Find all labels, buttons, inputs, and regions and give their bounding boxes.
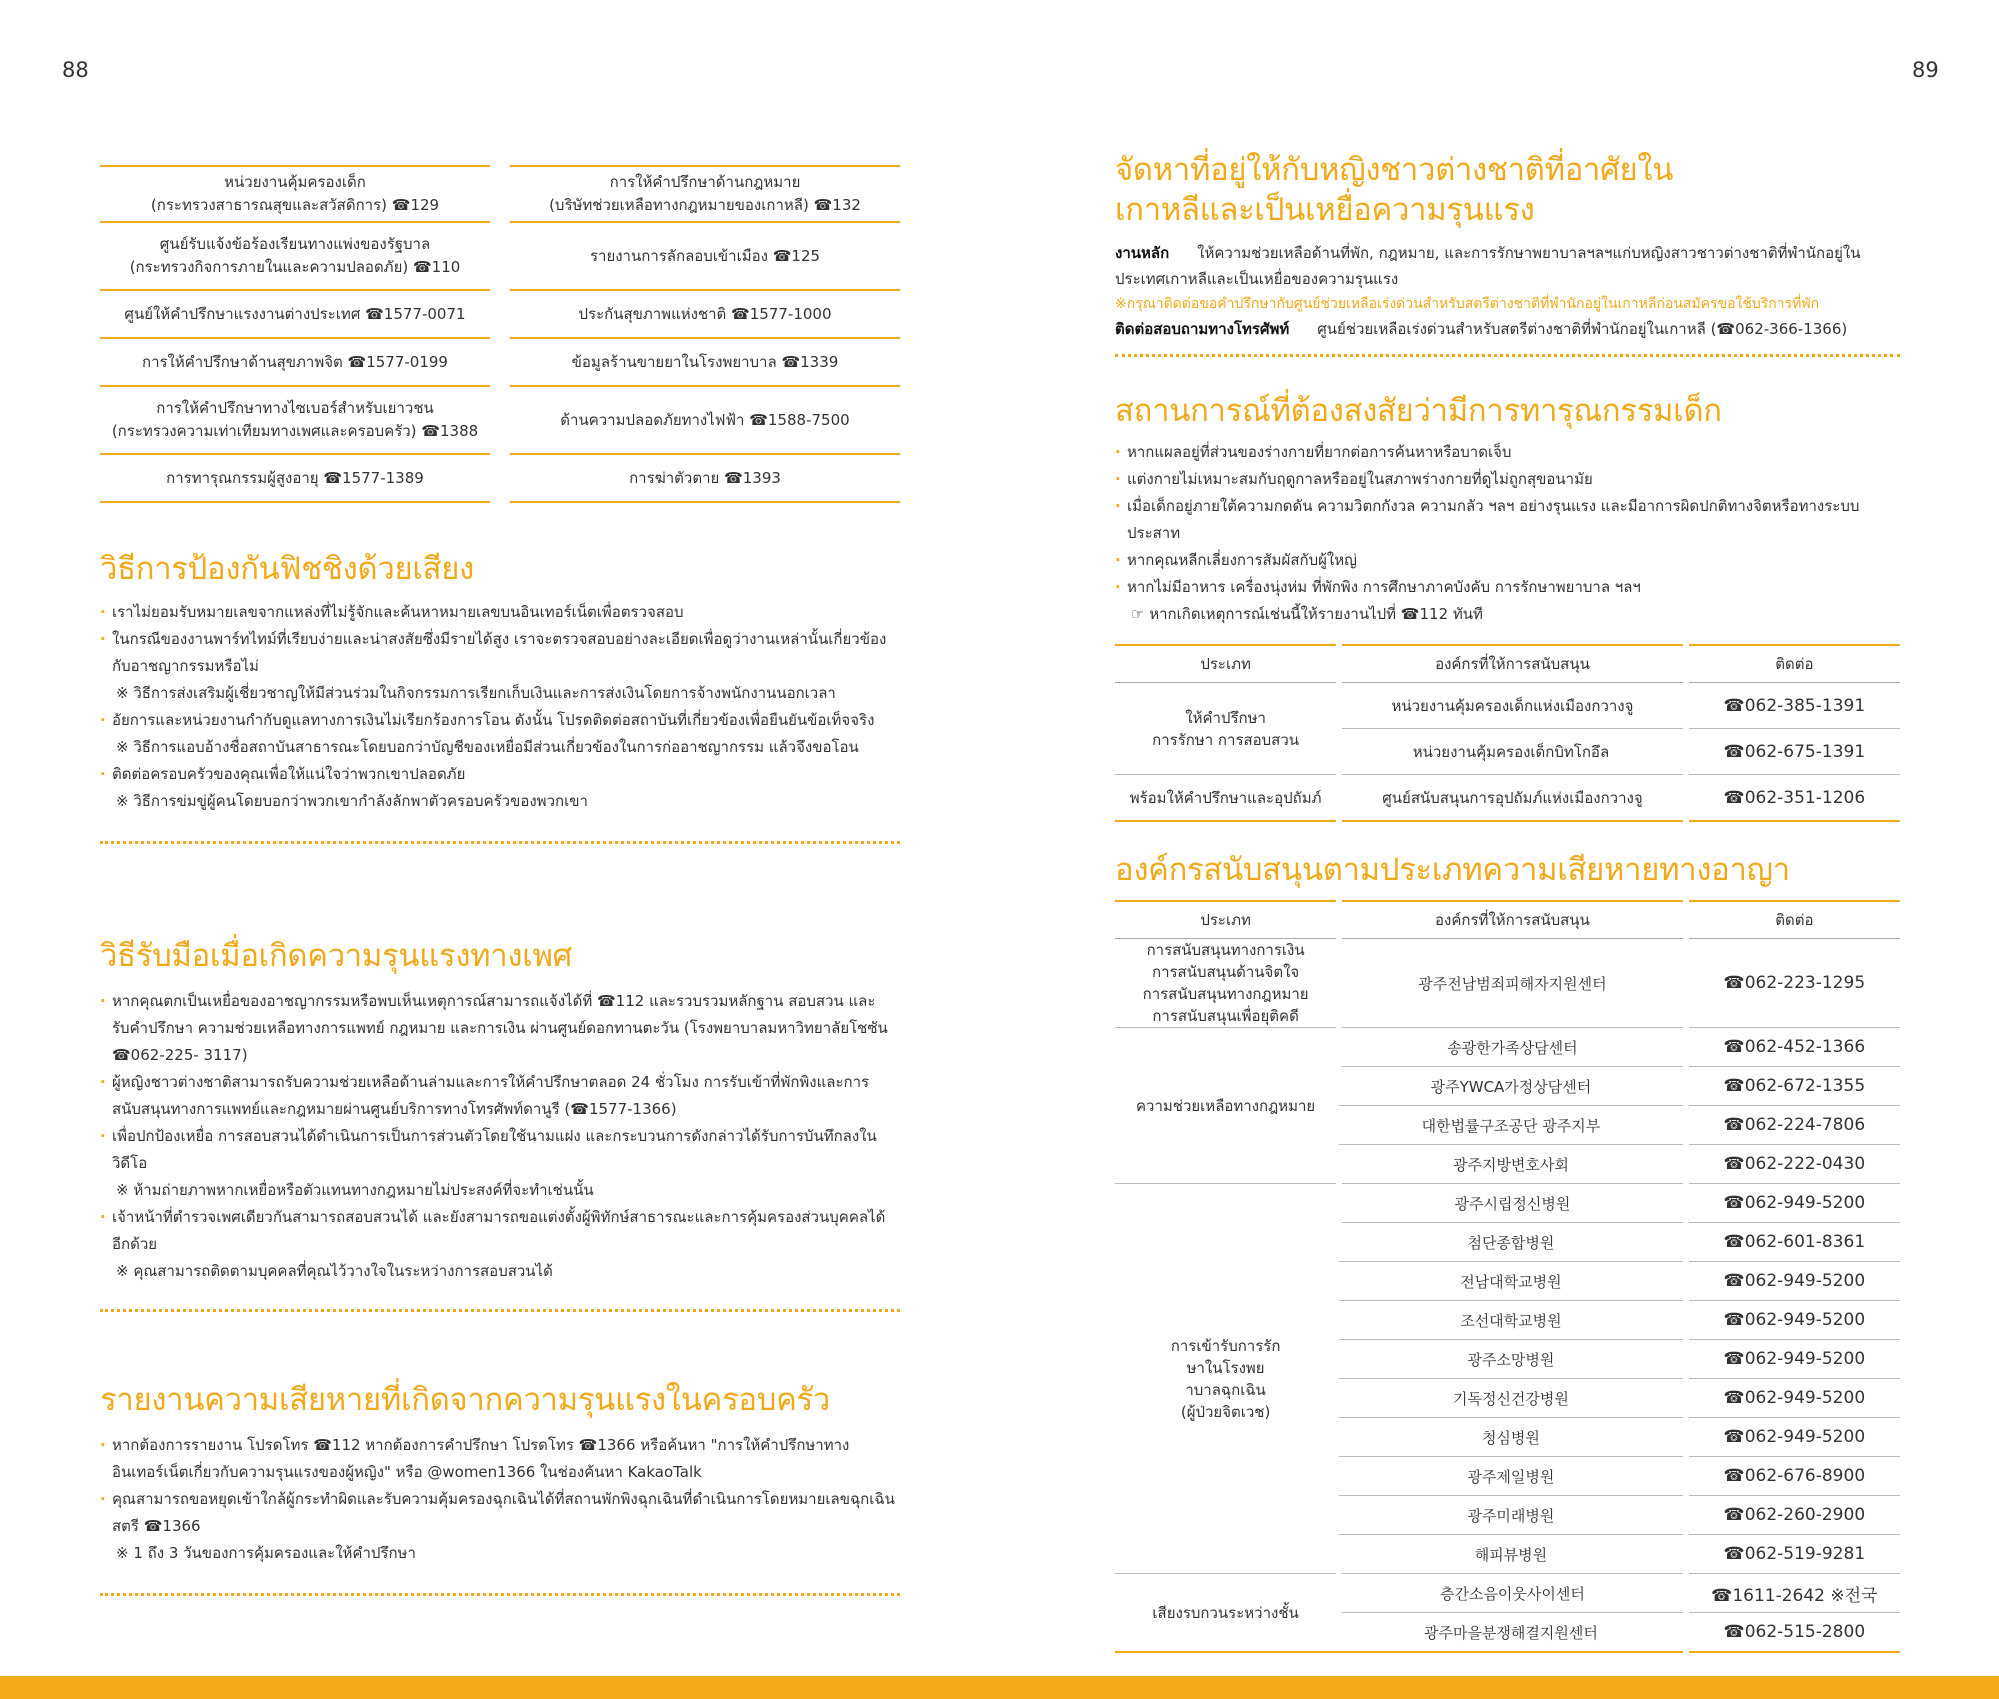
hotline-cell: ศูนย์รับแจ้งข้อร้องเรียนทางแพ่งของรัฐบาล (กระทรวงกิจการภายในและความปลอดภัย) ☎110 xyxy=(100,221,490,289)
list-item: · อัยการและหน่วยงานกำกับดูแลทางการเงินไม่เรียกร้องการโอน ดังนั้น โปรดติดต่อสถาบันที่เกี่ยวข้องเพื่อยืนยันข้อเท็จจริง xyxy=(100,707,900,734)
type-cell: เสียงรบกวนระหว่างชั้น xyxy=(1115,1574,1339,1653)
phone-cell: ☎062-222-0430 xyxy=(1686,1145,1900,1184)
organization-cell: 대한법률구조공단 광주지부 xyxy=(1339,1106,1685,1145)
table-row xyxy=(1115,683,1900,729)
housing-section-title: จัดหาที่อยู่ให้กับหญิงชาวต่างชาติที่อาศัยในเกาหลีและเป็นเหยื่อความรุนแรง xyxy=(1115,152,1674,228)
organization-cell: 광주마을분쟁해결지원센터 xyxy=(1339,1613,1685,1653)
type-cell: ให้คำปรึกษา การรักษา การสอบสวน xyxy=(1115,683,1339,775)
list-item: · ในกรณีของงานพาร์ทไทม์ที่เรียบง่ายและน่าสงสัยซึ่งมีรายได้สูง เราจะตรวจสอบอย่างละเอียดเพื่อดูว่างานเหล่านั้นเกี่ยวข้องกับอาชญากรรมหรือไม่ xyxy=(100,626,900,680)
hotline-cell: การให้คำปรึกษาทางไซเบอร์สำหรับเยาวชน (กระทรวงความเท่าเทียมทางเพศและครอบครัว) ☎1388 xyxy=(100,385,490,453)
phone-cell: ☎1611-2642 ※전국 xyxy=(1686,1574,1900,1613)
bottom-accent-bar xyxy=(0,1676,1999,1699)
type-cell: การเข้ารับการรัก ษาในโรงพย าบาลฉุกเฉิน (ผู้ป่วยจิตเวช) xyxy=(1115,1184,1339,1574)
phone-cell: ☎062-351-1206 xyxy=(1686,775,1900,822)
phone-cell: ☎062-672-1355 xyxy=(1686,1067,1900,1106)
contact-label: ติดต่อสอบถามทางโทรศัพท์ xyxy=(1115,320,1290,338)
hotline-cell: การให้คำปรึกษาด้านสุขภาพจิต ☎1577-0199 xyxy=(100,337,490,385)
page-number-left: 88 xyxy=(62,58,89,82)
organization-cell: หน่วยงานคุ้มครองเด็กบิทโกอึล xyxy=(1339,729,1686,775)
phone-cell: ☎062-515-2800 xyxy=(1686,1613,1900,1653)
organization-cell: 조선대학교병원 xyxy=(1339,1301,1685,1340)
domestic-violence-section-title: รายงานความเสียหายที่เกิดจากความรุนแรงในครอบครัว xyxy=(100,1382,831,1418)
main-service-text: ให้ความช่วยเหลือด้านที่พัก, กฎหมาย, และการรักษาพยาบาลฯลฯแก่บหญิงสาวชาวต่างชาติที่พำนักอยู่ในประเทศเกาหลีและเป็นเหยื่อของความรุนแรง xyxy=(1115,244,1861,288)
list-item: · คุณสามารถขอหยุดเข้าใกล้ผู้กระทำผิดและรับความคุ้มครองฉุกเฉินได้ที่สถานพักพิงฉุกเฉินที่ดำเนินการโดยหมายเลขฉุกเฉินสตรี ☎1366 xyxy=(100,1486,900,1540)
table-row xyxy=(1115,939,1900,1028)
list-item: · หากแผลอยู่ที่ส่วนของร่างกายที่ยากต่อการค้นหาหรือบาดเจ็บ xyxy=(1115,439,1900,466)
list-item: · หากไม่มีอาหาร เครื่องนุ่งห่ม ที่พักพิง การศึกษาภาคบังคับ การรักษาพยาบาล ฯลฯ xyxy=(1115,574,1900,601)
phone-cell: ☎062-949-5200 xyxy=(1686,1184,1900,1223)
phone-cell: ☎062-676-8900 xyxy=(1686,1457,1900,1496)
phone-cell: ☎062-223-1295 xyxy=(1686,939,1900,1028)
table-header: ประเภท xyxy=(1115,901,1339,939)
table-header-row xyxy=(1115,645,1900,683)
section-divider xyxy=(100,1593,900,1596)
organization-cell: 광주시립정신병원 xyxy=(1339,1184,1685,1223)
phone-cell: ☎062-385-1391 xyxy=(1686,683,1900,729)
phishing-tips-list xyxy=(100,599,900,815)
organization-cell: ศูนย์สนับสนุนการอุปถัมภ์แห่งเมืองกวางจู xyxy=(1339,775,1686,822)
list-item: · ผู้หญิงชาวต่างชาติสามารถรับความช่วยเหลือด้านล่ามและการให้คำปรึกษาตลอด 24 ชั่วโมง การรับเข้าที่พักพิงและการสนับสนุนทางการแพทย์และกฎหมายผ่านศูนย์บริการทางโทรศัพท์ดานูรี (☎1577-1366) xyxy=(100,1069,900,1123)
table-header: ติดต่อ xyxy=(1686,645,1900,683)
type-cell: ความช่วยเหลือทางกฎหมาย xyxy=(1115,1028,1339,1184)
organization-cell: 광주지방변호사회 xyxy=(1339,1145,1685,1184)
child-abuse-support-table xyxy=(1115,644,1900,822)
right-page xyxy=(1115,150,1900,1653)
phishing-section-title: วิธีการป้องกันฟิชชิงด้วยเสียง xyxy=(100,551,474,587)
phone-cell: ☎062-949-5200 xyxy=(1686,1379,1900,1418)
table-header: ติดต่อ xyxy=(1686,901,1900,939)
list-item: · ติดต่อครอบครัวของคุณเพื่อให้แน่ใจว่าพวกเขาปลอดภัย xyxy=(100,761,900,788)
note-item: ※ วิธีการข่มขู่ผู้คนโดยบอกว่าพวกเขากำลังลักพาตัวครอบครัวของพวกเขา xyxy=(116,792,588,810)
list-item: · เจ้าหน้าที่ตำรวจเพศเดียวกันสามารถสอบสวนได้ และยังสามารถขอแต่งตั้งผู้พิทักษ์สาธารณะและการคุ้มครองส่วนบุคคลได้อีกด้วย xyxy=(100,1204,900,1258)
phone-cell: ☎062-949-5200 xyxy=(1686,1262,1900,1301)
organization-cell: 광주전남범죄피해자지원센터 xyxy=(1339,939,1685,1028)
list-item: · เพื่อปกป้องเหยื่อ การสอบสวนได้ดำเนินการเป็นการส่วนตัวโดยใช้นามแฝง และกระบวนการดังกล่าวได้รับการบันทึกลงในวิดีโอ xyxy=(100,1123,900,1177)
table-header: องค์กรที่ให้การสนับสนุน xyxy=(1339,901,1685,939)
hotline-cell: ข้อมูลร้านขายยาในโรงพยาบาล ☎1339 xyxy=(510,337,900,385)
housing-contact xyxy=(1115,316,1900,342)
note-item: ※ 1 ถึง 3 วันของการคุ้มครองและให้คำปรึกษา xyxy=(116,1544,416,1562)
phone-cell: ☎062-949-5200 xyxy=(1686,1301,1900,1340)
note-item: ※ วิธีการแอบอ้างชื่อสถาบันสาธารณะโดยบอกว่าบัญชีของเหยื่อมีส่วนเกี่ยวข้องในการก่ออาชญากรรม แล้วจึงขอโอน xyxy=(116,738,859,756)
phone-cell: ☎062-949-5200 xyxy=(1686,1418,1900,1457)
contact-text: ศูนย์ช่วยเหลือเร่งด่วนสำหรับสตรีต่างชาติที่พำนักอยู่ในเกาหลี (☎062-366-1366) xyxy=(1317,320,1848,338)
list-item: · แต่งกายไม่เหมาะสมกับฤดูกาลหรืออยู่ในสภาพร่างกายที่ดูไม่ถูกสุขอนามัย xyxy=(1115,466,1900,493)
left-page xyxy=(100,165,900,1596)
phone-cell: ☎062-601-8361 xyxy=(1686,1223,1900,1262)
list-item: · เมื่อเด็กอยู่ภายใต้ความกดดัน ความวิตกกังวล ความกลัว ฯลฯ อย่างรุนแรง และมีอาการผิดปกติทางจิตหรือทางระบบประสาท xyxy=(1115,493,1900,547)
organization-cell: 기독정신건강병원 xyxy=(1339,1379,1685,1418)
type-cell: การสนับสนุนทางการเงิน การสนับสนุนด้านจิตใจ การสนับสนุนทางกฎหมาย การสนับสนุนเพื่อยุติคดี xyxy=(1115,939,1339,1028)
hotline-cell: ประกันสุขภาพแห่งชาติ ☎1577-1000 xyxy=(510,289,900,337)
table-header-row xyxy=(1115,901,1900,939)
list-item: · เราไม่ยอมรับหมายเลขจากแหล่งที่ไม่รู้จักและค้นหาหมายเลขบนอินเทอร์เน็ตเพื่อตรวจสอบ xyxy=(100,599,900,626)
note-item: ☞ หากเกิดเหตุการณ์เช่นนี้ให้รายงานไปที่ ☎112 ทันที xyxy=(1131,605,1483,623)
phone-cell: ☎062-949-5200 xyxy=(1686,1340,1900,1379)
organization-cell: 첨단종합병원 xyxy=(1339,1223,1685,1262)
note-item: ※ ห้ามถ่ายภาพหากเหยื่อหรือตัวแทนทางกฎหมายไม่ประสงค์ที่จะทำเช่นนั้น xyxy=(116,1181,594,1199)
housing-main-service xyxy=(1115,240,1900,292)
hotline-cell: หน่วยงานคุ้มครองเด็ก (กระทรวงสาธารณสุขและสวัสดิการ) ☎129 xyxy=(100,165,490,221)
table-row xyxy=(1115,775,1900,822)
hotline-cell: ด้านความปลอดภัยทางไฟฟ้า ☎1588-7500 xyxy=(510,385,900,453)
type-cell: พร้อมให้คำปรึกษาและอุปถัมภ์ xyxy=(1115,775,1339,822)
table-row xyxy=(1115,1574,1900,1613)
phone-cell: ☎062-452-1366 xyxy=(1686,1028,1900,1067)
hotline-cell: รายงานการลักลอบเข้าเมือง ☎125 xyxy=(510,221,900,289)
organization-cell: 송광한가족상담센터 xyxy=(1339,1028,1685,1067)
table-row xyxy=(1115,1184,1900,1223)
organization-cell: 전남대학교병원 xyxy=(1339,1262,1685,1301)
list-item: · หากคุณตกเป็นเหยื่อของอาชญากรรมหรือพบเห็นเหตุการณ์สามารถแจ้งได้ที่ ☎112 และรวบรวมหลักฐาน สอบสวน และรับคำปรึกษา ความช่วยเหลือทางการแพทย์ กฎหมาย และการเงิน ผ่านศูนย์ดอกทานตะวัน (โรงพยาบาลมหาวิทยาลัยโชซัน ☎062-225- 3117) xyxy=(100,988,900,1069)
main-service-label: งานหลัก xyxy=(1115,244,1170,262)
hotline-cell: การให้คำปรึกษาด้านกฎหมาย (บริษัทช่วยเหลือทางกฎหมายของเกาหลี) ☎132 xyxy=(510,165,900,221)
organization-cell: 층간소음이웃사이센터 xyxy=(1339,1574,1685,1613)
list-item: · หากต้องการรายงาน โปรดโทร ☎112 หากต้องการคำปรึกษา โปรดโทร ☎1366 หรือค้นหา "การให้คำปรึกษาทางอินเทอร์เน็ตเกี่ยวกับความรุนแรงของผู้หญิง" หรือ @women1366 ในช่องค้นหา KakaoTalk xyxy=(100,1432,900,1486)
table-header: ประเภท xyxy=(1115,645,1339,683)
child-abuse-signs-list xyxy=(1115,439,1900,628)
note-item: ※ วิธีการส่งเสริมผู้เชี่ยวชาญให้มีส่วนร่วมในกิจกรรมการเรียกเก็บเงินและการส่งเงินโดยการจ้างพนักงานนอกเวลา xyxy=(116,684,836,702)
list-item: · หากคุณหลีกเลี่ยงการสัมผัสกับผู้ใหญ่ xyxy=(1115,547,1900,574)
organization-cell: 광주소망병원 xyxy=(1339,1340,1685,1379)
organization-cell: หน่วยงานคุ้มครองเด็กแห่งเมืองกวางจู xyxy=(1339,683,1686,729)
sexual-violence-tips-list xyxy=(100,988,900,1285)
table-header: องค์กรที่ให้การสนับสนุน xyxy=(1339,645,1686,683)
hotline-cell: การทารุณกรรมผู้สูงอายุ ☎1577-1389 xyxy=(100,453,490,503)
domestic-violence-tips-list xyxy=(100,1432,900,1567)
crime-support-section-title: องค์กรสนับสนุนตามประเภทความเสียหายทางอาญา xyxy=(1115,852,1790,888)
table-row xyxy=(1115,1028,1900,1067)
crime-support-table xyxy=(1115,900,1900,1653)
organization-cell: 광주제일병원 xyxy=(1339,1457,1685,1496)
phone-cell: ☎062-260-2900 xyxy=(1686,1496,1900,1535)
phone-cell: ☎062-675-1391 xyxy=(1686,729,1900,775)
organization-cell: 광주미래병원 xyxy=(1339,1496,1685,1535)
organization-cell: 해피뷰병원 xyxy=(1339,1535,1685,1574)
note-item: ※ คุณสามารถติดตามบุคคลที่คุณไว้วางใจในระหว่างการสอบสวนได้ xyxy=(116,1262,553,1280)
organization-cell: 광주YWCA가정상담센터 xyxy=(1339,1067,1685,1106)
organization-cell: 청심병원 xyxy=(1339,1418,1685,1457)
phone-cell: ☎062-519-9281 xyxy=(1686,1535,1900,1574)
housing-warning-note: ※กรุณาติดต่อขอคำปรึกษากับศูนย์ช่วยเหลือเร่งด่วนสำหรับสตรีต่างชาติที่พำนักอยู่ในเกาหลีก่อนสมัครขอใช้บริการที่พัก xyxy=(1115,296,1820,312)
sexual-violence-section-title: วิธีรับมือเมื่อเกิดความรุนแรงทางเพศ xyxy=(100,938,573,974)
hotline-contact-table xyxy=(100,165,900,503)
hotline-cell: การฆ่าตัวตาย ☎1393 xyxy=(510,453,900,503)
hotline-cell: ศูนย์ให้คำปรึกษาแรงงานต่างประเทศ ☎1577-0071 xyxy=(100,289,490,337)
phone-cell: ☎062-224-7806 xyxy=(1686,1106,1900,1145)
page-number-right: 89 xyxy=(1912,58,1939,82)
child-abuse-section-title: สถานการณ์ที่ต้องสงสัยว่ามีการทารุณกรรมเด็ก xyxy=(1115,393,1722,429)
